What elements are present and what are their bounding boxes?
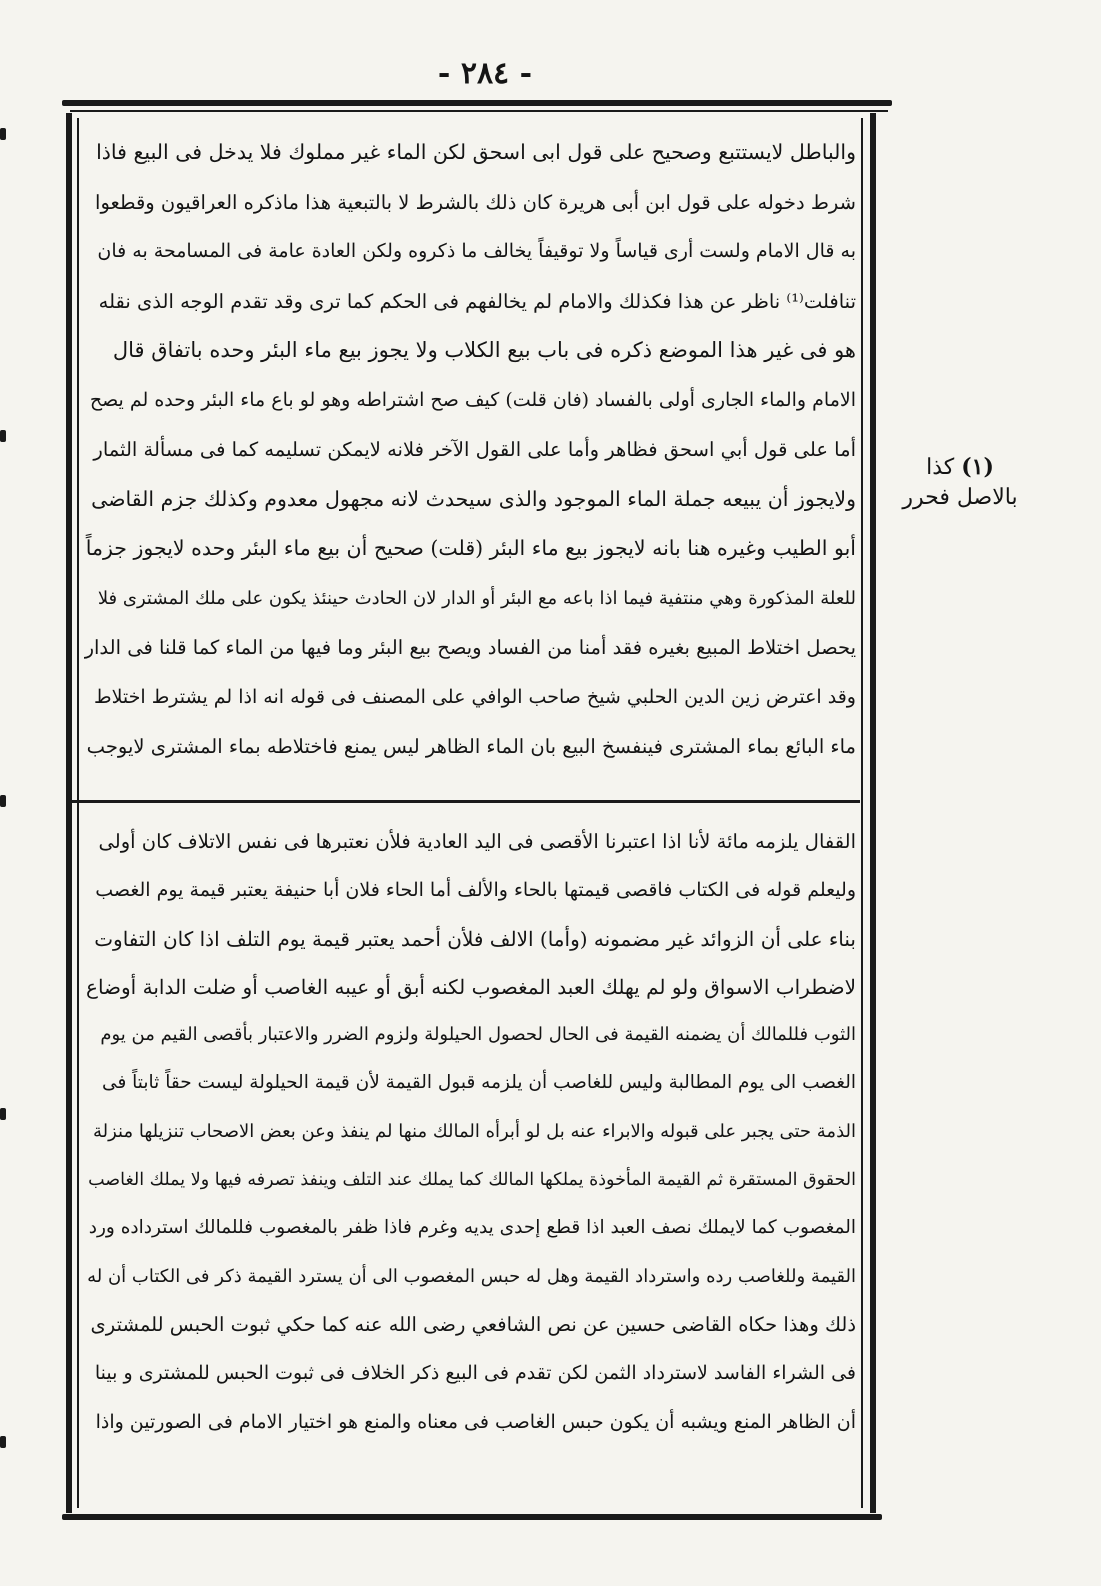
footer-rule xyxy=(62,1514,882,1520)
text-line: شرط دخوله على قول ابن أبى هريرة كان ذلك بالشرط لا بالتبعية هذا ماذكره العراقيون وقطعوا xyxy=(95,190,856,214)
text-line: يحصل اختلاط المبيع بغيره فقد أمنا من الفساد ويصح بيع البئر وما فيها من الماء كما قلنا فى الدار xyxy=(84,636,856,659)
edge-mark xyxy=(0,430,6,442)
text-line: والباطل لايستتبع وصحيح على قول ابى اسحق لكن الماء غير مملوك فلا يدخل فى البيع فاذا xyxy=(96,140,856,164)
text-line: الغصب الى يوم المطالبة وليس للغاصب أن يلزمه قبول القيمة لأن قيمة الحيلولة ليست حقاً ثابتاً فى xyxy=(102,1072,856,1094)
header-rule xyxy=(62,100,892,106)
text-line: فى الشراء الفاسد لاسترداد الثمن لكن تقدم فى البيع ذكر الخلاف فى ثبوت الحبس للمشترى و بينا xyxy=(94,1362,856,1385)
text-line: وقد اعترض زين الدين الحلبي شيخ صاحب الوافي على المصنف فى قوله انه اذا لم يشترط اختلاط xyxy=(94,685,856,708)
edge-mark xyxy=(0,1436,6,1448)
frame-inner-left xyxy=(77,118,79,1508)
text-line: القيمة وللغاصب رده واسترداد القيمة وهل له حبس المغصوب الى أن يسترد القيمة ذكر فى الكتاب أن له xyxy=(87,1265,856,1287)
text-line: أما على قول أبي اسحق فظاهر وأما على القول الآخر فلانه لايمكن تسليمه كما فى مسألة الثمار xyxy=(93,438,856,461)
text-line: الحقوق المستقرة ثم القيمة المأخوذة يملكها المالك كما يملك عند التلف وينفذ تصرفه فيها ولا يملك الغاصب xyxy=(88,1170,856,1191)
text-line: للعلة المذكورة وهي منتفية فيما اذا باعه مع البئر أو الدار لان الحادث حينئذ يكون على ملك المشترى فلا xyxy=(97,587,856,609)
text-line: الامام والماء الجارى أولى بالفساد (فان قلت) كيف صح اشتراطه وهو لو باع ماء البئر وحده لم يصح xyxy=(89,388,856,411)
text-line: به قال الامام ولست أرى قياساً ولا توقيفاً يخالف ما ذكروه ولكن العادة عامة فى المسامحة به فان xyxy=(97,240,856,262)
frame-inner-right xyxy=(861,118,863,1508)
margin-note-number: (١) xyxy=(961,454,994,480)
text-line: لاضطراب الاسواق ولو لم يهلك العبد المغصوب لكنه أبق أو عيبه الغاصب أو ضلت الدابة أوضاع xyxy=(86,974,856,999)
section-divider xyxy=(70,800,860,803)
margin-note-line1: كذا xyxy=(926,455,955,480)
text-line: ذلك وهذا حكاه القاضى حسين عن نص الشافعي رضى الله عنه كما حكي ثبوت الحبس للمشترى xyxy=(90,1312,856,1336)
page-number: - ٢٨٤ - xyxy=(437,56,533,91)
text-line: ماء البائع بماء المشترى فينفسخ البيع بان الماء الظاهر ليس يمنع فاختلاطه بماء المشترى لايوجب xyxy=(86,735,856,758)
text-line: أبو الطيب وغيره هنا بانه لايجوز بيع ماء البئر (قلت) صحيح أن بيع ماء البئر وحده لايجوز جزماً xyxy=(85,536,856,560)
text-line: هو فى غير هذا الموضع ذكره فى باب بيع الكلاب ولا يجوز بيع ماء البئر وحده باتفاق قال xyxy=(112,338,856,362)
text-line: الثوب فللمالك أن يضمنه القيمة فى الحال لحصول الحيلولة ولزوم الضرر والاعتبار بأقصى القيم من يوم xyxy=(100,1024,856,1046)
text-line: المغصوب كما لايملك نصف العبد اذا قطع إحدى يديه وغرم فاذا ظفر بالمغصوب فللمالك استرداده ورد xyxy=(88,1217,856,1239)
lower-text-block xyxy=(84,818,856,1446)
upper-text-block xyxy=(84,128,856,772)
edge-mark xyxy=(0,128,6,140)
text-line: الذمة حتى يجبر على قبوله والابراء عنه بل لو أبرأه المالك منها لم ينفذ وعن بعض الاصحاب تنزيلها منزلة xyxy=(92,1120,856,1142)
text-line: تنافلت⁽¹⁾ ناظر عن هذا فكذلك والامام لم يخالفهم فى الحكم كما ترى وقد تقدم الوجه الذى نقله xyxy=(98,289,856,313)
margin-note-line2: بالاصل فحرر xyxy=(902,485,1018,510)
header-rule-thin xyxy=(70,110,888,112)
text-line: وليعلم قوله فى الكتاب فاقصى قيمتها بالحاء والألف أما الحاء فلان أبا حنيفة يعتبر قيمة يوم الغصب xyxy=(95,879,856,902)
text-line: ولايجوز أن يبيعه جملة الماء الموجود والذى سيحدث لانه مجهول معدوم وكذلك جزم القاضى xyxy=(91,486,856,511)
margin-note xyxy=(895,452,1025,513)
text-line: بناء على أن الزوائد غير مضمونه (وأما) الالف فلأن أحمد يعتبر قيمة يوم التلف اذا كان التفاوت xyxy=(94,926,856,951)
edge-mark xyxy=(0,795,6,807)
text-line: أن الظاهر المنع ويشبه أن يكون حبس الغاصب فى معناه والمنع هو اختيار الامام فى الصورتين واذا xyxy=(95,1410,856,1433)
edge-mark xyxy=(0,1108,6,1120)
text-line: القفال يلزمه مائة لأنا اذا اعتبرنا الأقصى فى اليد العادية فلأن نعتبرها فى نفس الاتلاف كان أولى xyxy=(98,830,856,853)
